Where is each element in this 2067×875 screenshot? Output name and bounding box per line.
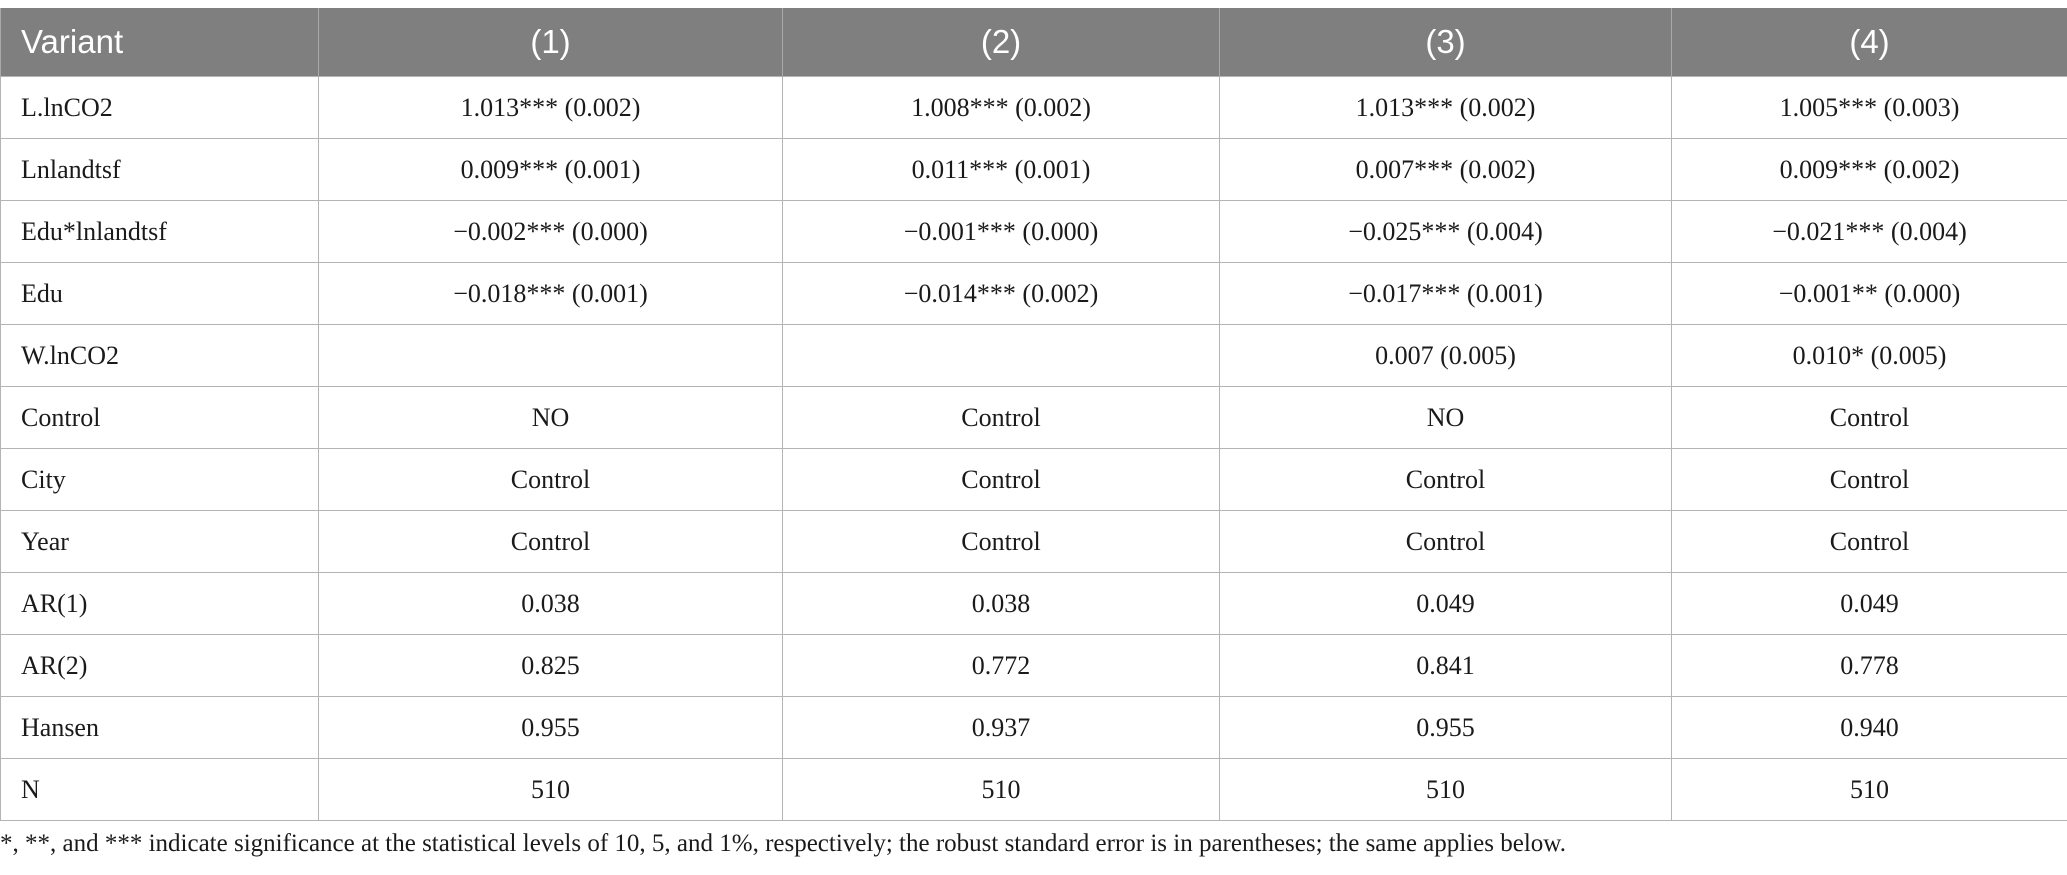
table-cell: Control bbox=[783, 387, 1220, 449]
table-cell: NO bbox=[319, 387, 783, 449]
table-cell: 0.937 bbox=[783, 697, 1220, 759]
table-cell: −0.001*** (0.000) bbox=[783, 201, 1220, 263]
table-cell bbox=[783, 325, 1220, 387]
table-cell: 0.049 bbox=[1220, 573, 1672, 635]
table-cell: −0.025*** (0.004) bbox=[1220, 201, 1672, 263]
table-row bbox=[1, 387, 2067, 449]
table-cell: 510 bbox=[319, 759, 783, 821]
row-label: AR(2) bbox=[1, 635, 319, 697]
row-label: L.lnCO2 bbox=[1, 77, 319, 139]
table-cell: 0.825 bbox=[319, 635, 783, 697]
table-row bbox=[1, 635, 2067, 697]
table-row bbox=[1, 511, 2067, 573]
table-cell: Control bbox=[319, 449, 783, 511]
table-cell: 510 bbox=[783, 759, 1220, 821]
table-row bbox=[1, 449, 2067, 511]
row-label: Year bbox=[1, 511, 319, 573]
table-cell: −0.018*** (0.001) bbox=[319, 263, 783, 325]
header-model-4: (4) bbox=[1672, 8, 2067, 77]
table-cell: −0.017*** (0.001) bbox=[1220, 263, 1672, 325]
table-footnote: *, **, and *** indicate significance at the statistical levels of 10, 5, and 1%, respectively; the robust standard error is in parentheses; the same applies below. bbox=[0, 830, 1566, 857]
row-label: Lnlandtsf bbox=[1, 139, 319, 201]
table-cell: Control bbox=[783, 449, 1220, 511]
row-label: Edu*lnlandtsf bbox=[1, 201, 319, 263]
table-cell: −0.021*** (0.004) bbox=[1672, 201, 2067, 263]
table-cell: −0.014*** (0.002) bbox=[783, 263, 1220, 325]
table-cell: 0.049 bbox=[1672, 573, 2067, 635]
table-cell: 510 bbox=[1220, 759, 1672, 821]
row-label: W.lnCO2 bbox=[1, 325, 319, 387]
table-cell: −0.002*** (0.000) bbox=[319, 201, 783, 263]
header-model-2: (2) bbox=[783, 8, 1220, 77]
table-cell: Control bbox=[1672, 511, 2067, 573]
table-body bbox=[1, 77, 2067, 821]
table-header bbox=[1, 8, 2067, 77]
row-label: Hansen bbox=[1, 697, 319, 759]
table-cell: 510 bbox=[1672, 759, 2067, 821]
table-cell: 1.005*** (0.003) bbox=[1672, 77, 2067, 139]
table-row bbox=[1, 573, 2067, 635]
table-cell: Control bbox=[319, 511, 783, 573]
table-cell: 0.009*** (0.002) bbox=[1672, 139, 2067, 201]
regression-table-container bbox=[0, 8, 2067, 821]
table-cell: Control bbox=[783, 511, 1220, 573]
table-cell: 1.008*** (0.002) bbox=[783, 77, 1220, 139]
table-cell: 0.841 bbox=[1220, 635, 1672, 697]
header-row bbox=[1, 8, 2067, 77]
table-cell: Control bbox=[1672, 387, 2067, 449]
table-cell: 0.940 bbox=[1672, 697, 2067, 759]
table-cell: 0.955 bbox=[319, 697, 783, 759]
regression-table bbox=[0, 8, 2067, 821]
table-cell: Control bbox=[1220, 511, 1672, 573]
table-cell: 0.009*** (0.001) bbox=[319, 139, 783, 201]
table-cell: Control bbox=[1220, 449, 1672, 511]
row-label: Edu bbox=[1, 263, 319, 325]
header-model-3: (3) bbox=[1220, 8, 1672, 77]
table-row bbox=[1, 325, 2067, 387]
table-cell: 0.038 bbox=[783, 573, 1220, 635]
table-cell: 0.007 (0.005) bbox=[1220, 325, 1672, 387]
header-model-1: (1) bbox=[319, 8, 783, 77]
table-row bbox=[1, 139, 2067, 201]
table-row bbox=[1, 759, 2067, 821]
table-cell: NO bbox=[1220, 387, 1672, 449]
table-cell: 0.955 bbox=[1220, 697, 1672, 759]
table-cell: 0.011*** (0.001) bbox=[783, 139, 1220, 201]
table-row bbox=[1, 77, 2067, 139]
table-cell: 0.778 bbox=[1672, 635, 2067, 697]
table-cell: 1.013*** (0.002) bbox=[1220, 77, 1672, 139]
table-cell: 0.007*** (0.002) bbox=[1220, 139, 1672, 201]
header-variant: Variant bbox=[1, 8, 319, 77]
row-label: N bbox=[1, 759, 319, 821]
table-row bbox=[1, 201, 2067, 263]
table-cell: 0.038 bbox=[319, 573, 783, 635]
row-label: Control bbox=[1, 387, 319, 449]
table-row bbox=[1, 697, 2067, 759]
table-cell: −0.001** (0.000) bbox=[1672, 263, 2067, 325]
table-row bbox=[1, 263, 2067, 325]
row-label: AR(1) bbox=[1, 573, 319, 635]
table-cell: Control bbox=[1672, 449, 2067, 511]
table-cell: 1.013*** (0.002) bbox=[319, 77, 783, 139]
row-label: City bbox=[1, 449, 319, 511]
table-cell: 0.010* (0.005) bbox=[1672, 325, 2067, 387]
table-cell: 0.772 bbox=[783, 635, 1220, 697]
table-cell bbox=[319, 325, 783, 387]
